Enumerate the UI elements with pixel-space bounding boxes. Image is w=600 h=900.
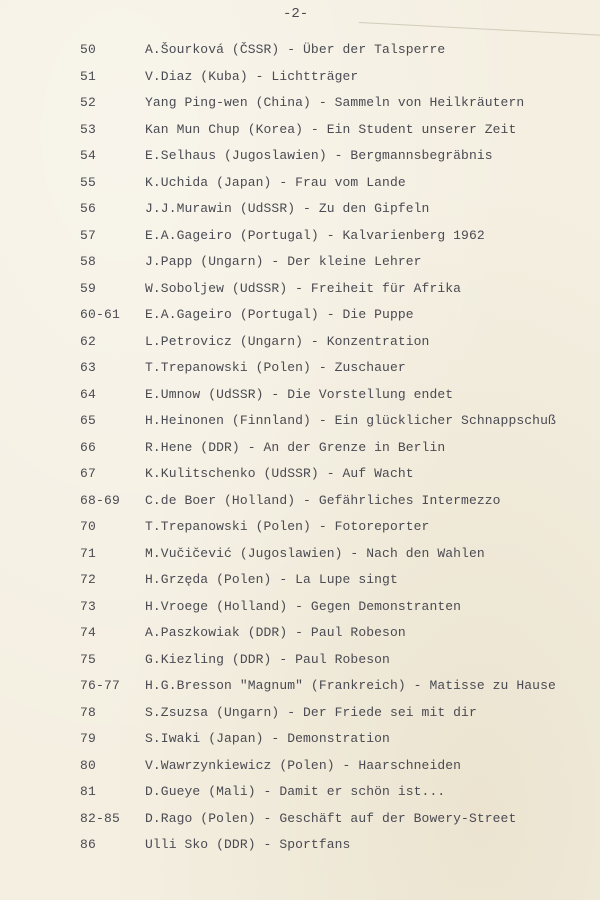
entry-text: J.Papp (Ungarn) - Der kleine Lehrer xyxy=(145,254,422,269)
entry-number: 64 xyxy=(80,386,97,402)
entry-text: H.Vroege (Holland) - Gegen Demonstranten xyxy=(145,598,462,614)
list-item xyxy=(0,436,600,463)
entry-number: 65 xyxy=(80,413,97,428)
entry-text: J.J.Murawin (UdSSR) - Zu den Gipfeln xyxy=(145,201,430,216)
entry-text: H.G.Bresson "Magnum" (Frankreich) - Matisse zu Hause xyxy=(145,678,556,693)
entry-text: Ulli Sko (DDR) - Sportfans xyxy=(145,837,351,852)
list-item xyxy=(0,621,600,648)
list-item xyxy=(0,595,600,622)
entry-text: H.Grzęda (Polen) - La Lupe singt xyxy=(145,572,398,587)
entry-text: S.Iwaki (Japan) - Demonstration xyxy=(145,731,390,746)
entry-text: E.A.Gageiro (Portugal) - Kalvarienberg 1962 xyxy=(145,227,485,243)
list-item xyxy=(0,727,600,754)
entry-number: 53 xyxy=(80,121,97,137)
entry-number: 86 xyxy=(80,837,97,852)
entry-number: 56 xyxy=(80,201,97,216)
list-item xyxy=(0,224,600,251)
entry-number: 79 xyxy=(80,731,97,746)
entry-text: M.Vučičević (Jugoslawien) - Nach den Wahlen xyxy=(145,545,485,561)
entry-number: 73 xyxy=(80,598,97,614)
entry-text: S.Zsuzsa (Ungarn) - Der Friede sei mit dir xyxy=(145,704,477,720)
list-item xyxy=(0,277,600,304)
entry-number: 67 xyxy=(80,466,97,481)
entry-number: 72 xyxy=(80,572,97,587)
page-number: -2- xyxy=(283,6,309,22)
entry-number: 55 xyxy=(80,174,97,190)
entry-number: 68-69 xyxy=(80,492,121,508)
list-item xyxy=(0,648,600,675)
list-item xyxy=(0,515,600,542)
list-item xyxy=(0,144,600,171)
list-item xyxy=(0,489,600,516)
entry-number: 57 xyxy=(80,227,97,243)
entry-text: D.Rago (Polen) - Geschäft auf der Bowery-Street xyxy=(145,810,517,826)
entry-text: Kan Mun Chup (Korea) - Ein Student unserer Zeit xyxy=(145,121,517,137)
entry-text: L.Petrovicz (Ungarn) - Konzentration xyxy=(145,333,430,349)
list-item xyxy=(0,171,600,198)
entry-text: V.Wawrzynkiewicz (Polen) - Haarschneiden xyxy=(145,757,462,773)
entry-number: 81 xyxy=(80,784,97,799)
entry-number: 59 xyxy=(80,280,97,296)
entry-text: T.Trepanowski (Polen) - Fotoreporter xyxy=(145,519,430,534)
entry-text: T.Trepanowski (Polen) - Zuschauer xyxy=(145,360,406,375)
entry-number: 75 xyxy=(80,651,97,667)
entry-number: 62 xyxy=(80,333,97,349)
list-item xyxy=(0,807,600,834)
entry-text: V.Diaz (Kuba) - Lichtträger xyxy=(145,68,359,84)
list-item xyxy=(0,330,600,357)
list-item xyxy=(0,833,600,860)
entry-number: 66 xyxy=(80,439,97,455)
entry-number: 52 xyxy=(80,95,97,110)
entry-text: E.Selhaus (Jugoslawien) - Bergmannsbegräbnis xyxy=(145,148,493,163)
list-item xyxy=(0,250,600,277)
entry-text: H.Heinonen (Finnland) - Ein glücklicher Schnappschuß xyxy=(145,413,556,428)
paper-fold-edge xyxy=(359,0,600,37)
entry-number: 71 xyxy=(80,545,97,561)
entry-number: 76-77 xyxy=(80,678,121,693)
photo-list xyxy=(0,38,600,860)
entry-number: 80 xyxy=(80,757,97,773)
list-item xyxy=(0,118,600,145)
entry-number: 70 xyxy=(80,519,97,534)
entry-text: A.Paszkowiak (DDR) - Paul Robeson xyxy=(145,625,406,640)
entry-text: C.de Boer (Holland) - Gefährliches Intermezzo xyxy=(145,492,501,508)
list-item xyxy=(0,409,600,436)
entry-text: Yang Ping-wen (China) - Sammeln von Heilkräutern xyxy=(145,95,525,110)
entry-number: 63 xyxy=(80,360,97,375)
list-item xyxy=(0,462,600,489)
list-item xyxy=(0,303,600,330)
entry-number: 58 xyxy=(80,254,97,269)
entry-text: A.Šourková (ČSSR) - Über der Talsperre xyxy=(145,42,446,57)
entry-text: E.A.Gageiro (Portugal) - Die Puppe xyxy=(145,307,414,322)
list-item xyxy=(0,38,600,65)
entry-text: K.Kulitschenko (UdSSR) - Auf Wacht xyxy=(145,466,414,481)
list-item xyxy=(0,91,600,118)
list-item xyxy=(0,383,600,410)
entry-number: 54 xyxy=(80,148,97,163)
entry-number: 78 xyxy=(80,704,97,720)
entry-number: 50 xyxy=(80,42,97,57)
entry-text: D.Gueye (Mali) - Damit er schön ist... xyxy=(145,784,446,799)
list-item xyxy=(0,701,600,728)
list-item xyxy=(0,780,600,807)
list-item xyxy=(0,65,600,92)
list-item xyxy=(0,754,600,781)
entry-text: E.Umnow (UdSSR) - Die Vorstellung endet xyxy=(145,386,454,402)
entry-text: K.Uchida (Japan) - Frau vom Lande xyxy=(145,174,406,190)
list-item xyxy=(0,568,600,595)
list-item xyxy=(0,542,600,569)
entry-text: G.Kiezling (DDR) - Paul Robeson xyxy=(145,651,390,667)
entry-number: 60-61 xyxy=(80,307,121,322)
entry-text: W.Soboljew (UdSSR) - Freiheit für Afrika xyxy=(145,280,462,296)
entry-number: 74 xyxy=(80,625,97,640)
entry-text: R.Hene (DDR) - An der Grenze in Berlin xyxy=(145,439,446,455)
list-item xyxy=(0,674,600,701)
entry-number: 82-85 xyxy=(80,810,121,826)
list-item xyxy=(0,197,600,224)
entry-number: 51 xyxy=(80,68,97,84)
list-item xyxy=(0,356,600,383)
